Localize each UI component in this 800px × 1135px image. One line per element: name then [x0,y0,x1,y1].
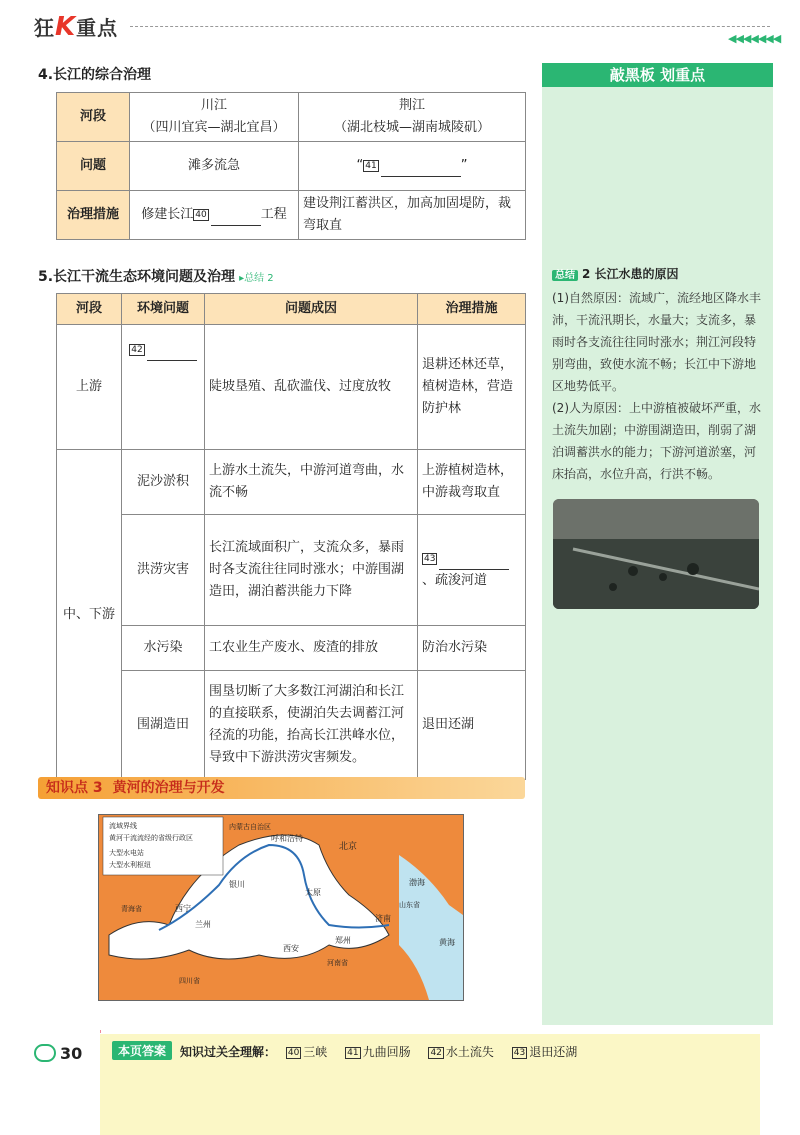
answers-label: 本页答案 [112,1041,172,1060]
blank-number: 42 [131,344,143,355]
map-label: 内蒙古自治区 [229,823,271,831]
answer-text: 三峡 [303,1045,328,1059]
answer-item [345,1045,410,1059]
map-label: 四川省 [179,977,200,985]
section-5-title [38,266,274,286]
cell-chuan-problem: 滩多流急 [130,142,299,191]
header-divider [130,26,770,27]
map-svg [99,815,463,1000]
mid-cause: 长江流域面积广，支流众多，暴雨时各支流往往同时涨水；中游围湖造田，湖泊蓄洪能力下降 [205,515,418,626]
mid-measure: 防治水污染 [418,626,526,671]
answer-text: 退田还湖 [529,1045,578,1059]
note-body [552,287,766,485]
answer-text: 九曲回肠 [362,1045,411,1059]
map-label: 西安 [283,944,299,953]
note-paragraph: (2)人为原因：上中游植被破坏严重，水土流失加剧；中游围湖造田，削弱了湖泊调蓄洪水的能力；下游河道淤塞，河床抬高，水位升高，行洪不畅。 [552,401,761,481]
blank-number: 43 [424,553,436,564]
upper-problem-blank [122,325,205,450]
answer-text: 水土流失 [445,1045,494,1059]
note-paragraph: (1)自然原因：流域广，流经地区降水丰沛，干流汛期长，水量大；支流多，暴雨时各支流往往同时涨水；荆江河段特别弯曲，致使水流不畅；长江中下游地区地势低平。 [552,291,761,393]
cell-jingjiang [299,93,526,142]
ecology-table [56,293,526,780]
answer-item [512,1045,577,1059]
brand-logo [34,12,118,42]
mid-problem: 水污染 [122,626,205,671]
legend-item: 大型水利枢纽 [109,861,151,869]
knowledge-title: 黄河的治理与开发 [112,780,225,796]
blank-number: 41 [365,160,377,171]
cell-jing-measure: 建设荆江蓄洪区，加高加固堤防，裁弯取直 [299,191,526,240]
jingjiang-range: （湖北枝城—湖南城陵矶） [333,120,490,135]
note-number: 2 [582,267,591,281]
clock-icon [34,1044,56,1062]
row-header-segment: 河段 [57,93,130,142]
chuanjiang-range: （四川宜宾—湖北宜昌） [142,120,286,135]
map-label: 渤海 [409,878,425,887]
knowledge-point-3-bar [38,777,525,799]
col-header: 问题成因 [205,294,418,325]
jingjiang-label: 荆江 [398,98,425,113]
row-header-problem: 问题 [57,142,130,191]
fill-blank-41[interactable] [381,162,461,177]
logo-suffix: 重点 [76,16,119,40]
answer-item [428,1045,493,1059]
logo-prefix: 狂 [34,16,55,40]
note-tag: 总结 [552,270,578,281]
map-label: 黄海 [439,938,455,947]
cell-jing-problem [299,142,526,191]
yangtze-governance-table [56,92,526,240]
arrows-decoration-icon: ◀◀◀◀◀◀◀ [728,32,781,45]
mid-measure: 退田还湖 [418,671,526,780]
map-label: 呼和浩特 [271,834,303,843]
mid-cause: 上游水土流失，中游河道弯曲，水流不畅 [205,450,418,515]
mid-problem: 围湖造田 [122,671,205,780]
legend-item: 流域界线 [109,822,137,830]
map-label: 济南 [375,914,391,923]
section-4-title: 4.长江的综合治理 [38,67,152,83]
answer-number: 41 [347,1047,359,1058]
fill-blank-43[interactable] [439,555,509,570]
map-label: 西宁 [175,904,191,913]
measure-suffix: 、疏浚河道 [422,573,488,588]
yellow-river-map [98,814,464,1001]
measure-prefix: 修建长江 [141,207,194,222]
answers-text [180,1043,591,1060]
segment-upper: 上游 [57,325,122,450]
page-number: 30 [60,1044,83,1063]
mid-problem: 洪涝灾害 [122,515,205,626]
mid-problem: 泥沙淤积 [122,450,205,515]
map-label: 北京 [339,842,358,852]
map-label: 银川 [229,880,245,889]
measure-suffix: 工程 [260,207,287,222]
segment-mid-lower: 中、下游 [57,450,122,780]
photo-svg [553,499,759,609]
summary-tag[interactable]: ▸总结 2 [239,273,274,284]
col-header: 治理措施 [418,294,526,325]
answer-item [286,1045,327,1059]
knowledge-label: 知识点 3 [46,780,103,796]
col-header: 河段 [57,294,122,325]
map-label: 青海省 [121,905,142,913]
answer-number: 40 [287,1047,300,1058]
row-header-measures: 治理措施 [57,191,130,240]
legend-item: 黄河干流流经的省级行政区 [109,834,193,842]
upper-cause: 陡坡垦殖、乱砍滥伐、过度放牧 [205,325,418,450]
upper-measure: 退耕还林还草，植树造林，营造防护林 [418,325,526,450]
chuanjiang-label: 川江 [200,98,227,113]
fill-blank-40[interactable] [211,211,261,226]
side-panel-head: 敲黑板 划重点 [542,63,773,87]
mid-cause: 工农业生产废水、废渣的排放 [205,626,418,671]
map-label: 山东省 [399,901,420,909]
answer-number: 43 [513,1047,526,1058]
cell-chuan-measure [130,191,299,240]
mid-measure: 上游植树造林，中游裁弯取直 [418,450,526,515]
map-label: 郑州 [335,936,351,945]
map-label: 兰州 [195,920,211,929]
logo-k: K [55,12,77,42]
mid-cause: 围垦切断了大多数江河湖泊和长江的直接联系，使湖泊失去调蓄江河径流的功能，抬高长江洪峰水位，导致中下游洪涝灾害频发。 [205,671,418,780]
answers-title: 知识过关全理解： [180,1045,277,1059]
mid-measure-blank [418,515,526,626]
legend-item: 大型水电站 [109,849,144,857]
map-label: 河南省 [327,959,348,967]
section-5-title-text: 5.长江干流生态环境问题及治理 [38,269,236,285]
fill-blank-42[interactable] [147,346,197,361]
note-title [552,265,679,282]
cell-chuanjiang [130,93,299,142]
blank-number: 40 [195,209,207,220]
col-header: 环境问题 [122,294,205,325]
note-title-text: 长江水患的原因 [594,267,679,281]
quote-close: ” [460,158,468,173]
answer-number: 42 [430,1047,442,1058]
quote-open: “ [356,158,364,173]
flood-photo [553,499,759,609]
map-label: 太原 [305,888,321,897]
